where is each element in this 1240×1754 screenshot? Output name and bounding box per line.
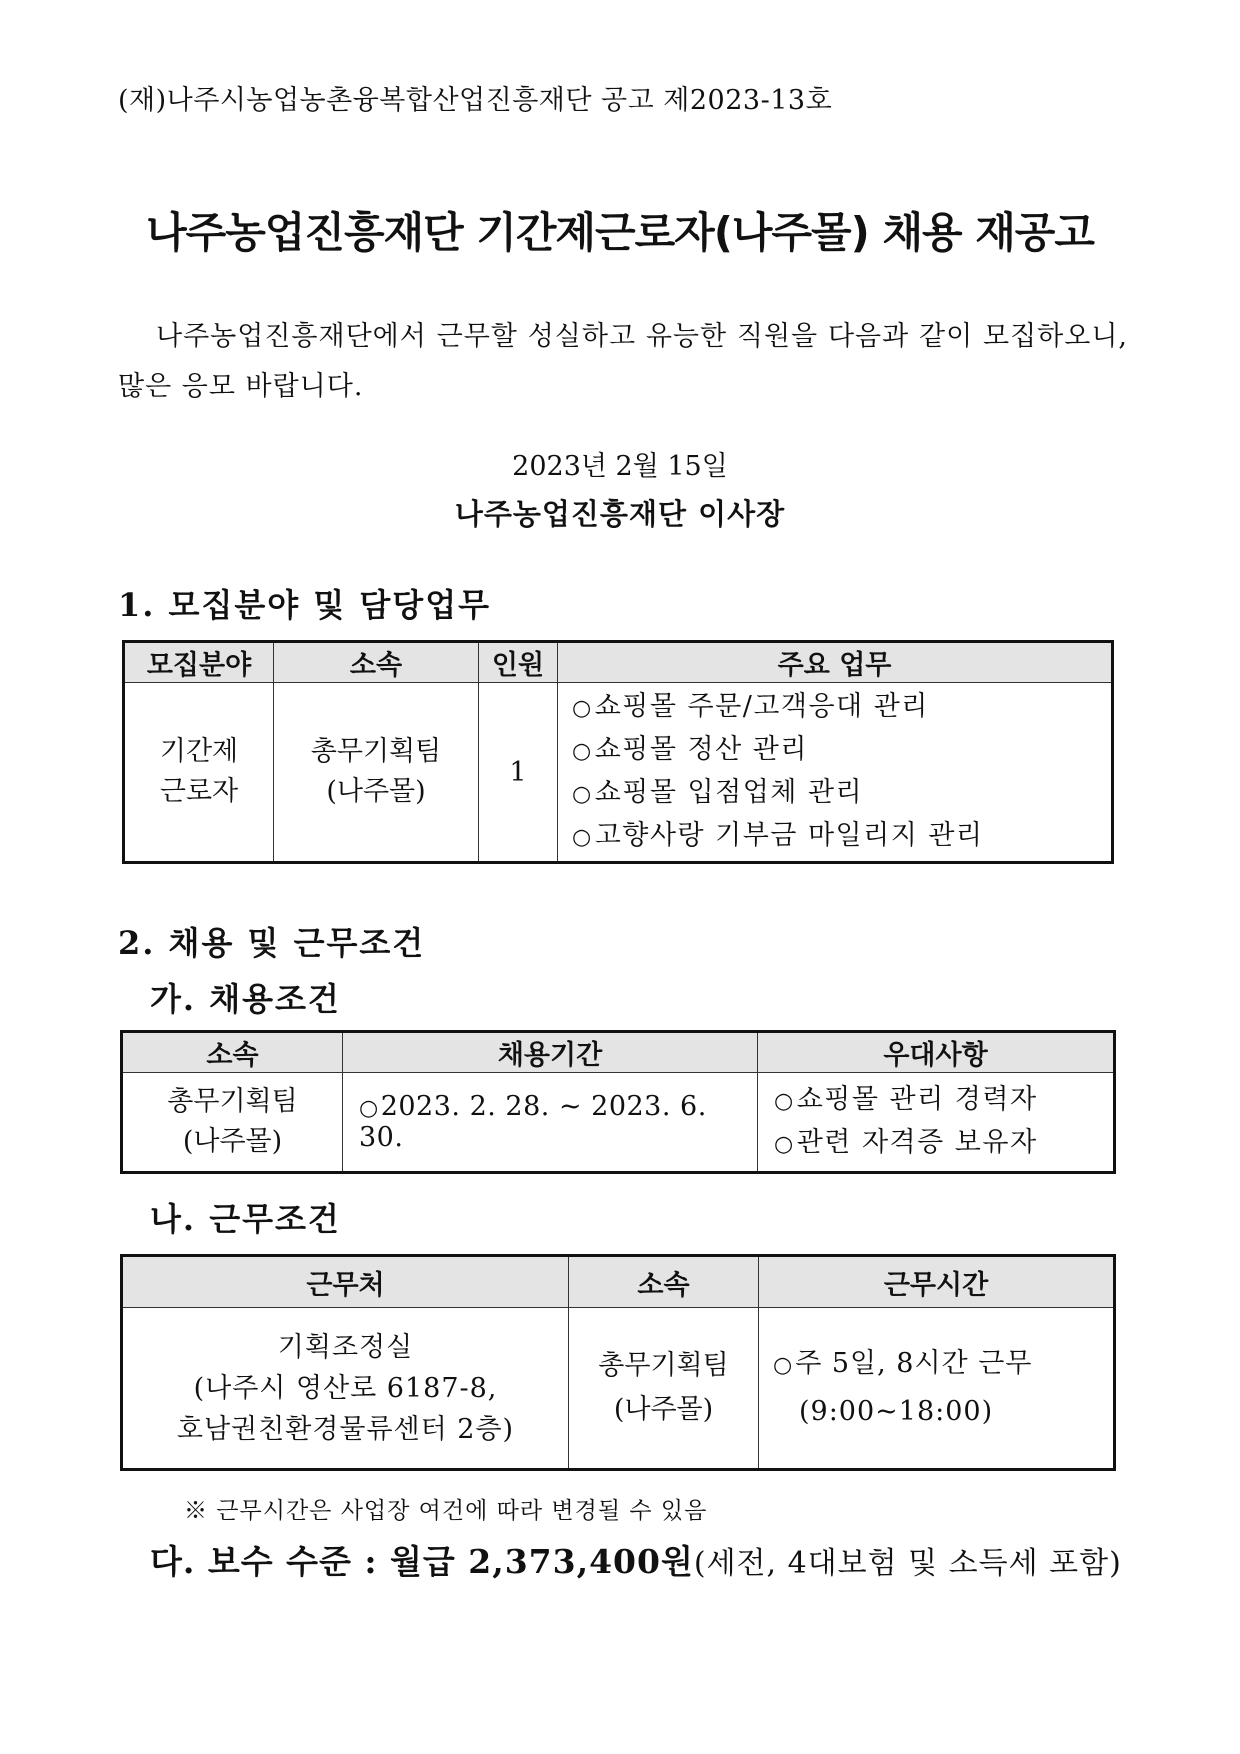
duties-cell (558, 683, 1113, 863)
workplace-line: (나주시 영산로 6187-8, (193, 1372, 498, 1404)
col-header-dept: 소속 (569, 1256, 759, 1308)
dept-line: 총무기획팀 (310, 736, 442, 767)
list-item: ○고향사랑 기부금 마일리지 관리 (572, 820, 984, 851)
list-item: ○관련 자격증 보유자 (774, 1127, 1038, 1158)
preferences-cell (758, 1073, 1115, 1173)
count-cell: 1 (479, 683, 558, 863)
dept-line: 총무기획팀 (598, 1350, 729, 1381)
bullet-icon: ○ (359, 1096, 379, 1121)
work-hours-note: ※ 근무시간은 사업장 여건에 따라 변경될 수 있음 (184, 1498, 708, 1524)
table-row (122, 1308, 1115, 1470)
section2-heading: 2. 채용 및 근무조건 (118, 924, 426, 962)
list-item: ○쇼핑몰 주문/고객응대 관리 (572, 691, 929, 722)
hours-cell (759, 1308, 1115, 1470)
subsection-b-heading: 나. 근무조건 (150, 1200, 341, 1238)
dept-cell (274, 683, 479, 863)
bullet-icon: ○ (773, 1353, 794, 1378)
col-header-count: 인원 (479, 642, 558, 683)
hours-line: ○주 5일, 8시간 근무 (773, 1348, 1033, 1379)
salary-line (150, 1536, 1122, 1583)
bullet-icon: ○ (572, 739, 593, 764)
list-item: ○쇼핑몰 정산 관리 (572, 734, 808, 765)
table-header-row (124, 642, 1113, 683)
dept-cell (122, 1073, 343, 1173)
field-cell (124, 683, 274, 863)
employment-conditions-table (120, 1030, 1116, 1174)
section1-heading: 1. 모집분야 및 담당업무 (118, 586, 492, 624)
workplace-cell (122, 1308, 569, 1470)
work-conditions-table (120, 1254, 1116, 1471)
signer: 나주농업진흥재단 이사장 (454, 497, 786, 531)
col-header-period: 채용기간 (343, 1032, 758, 1073)
list-item: ○쇼핑몰 입점업체 관리 (572, 777, 864, 808)
subsection-a-heading: 가. 채용조건 (150, 980, 341, 1018)
list-item: ○쇼핑몰 관리 경력자 (774, 1084, 1038, 1115)
salary-detail: (세전, 4대보험 및 소득세 포함) (693, 1546, 1122, 1581)
recruitment-table (122, 640, 1114, 864)
dept-line: (나주몰) (326, 776, 426, 807)
page-title: 나주농업진흥재단 기간제근로자(나주몰) 채용 재공고 (146, 208, 1094, 257)
col-header-duties: 주요 업무 (558, 642, 1113, 683)
dept-cell (569, 1308, 759, 1470)
col-header-dept: 소속 (274, 642, 479, 683)
col-header-workplace: 근무처 (122, 1256, 569, 1308)
field-line: 근로자 (159, 776, 239, 807)
workplace-line: 호남권친환경물류센터 2층) (176, 1413, 515, 1445)
hours-line: (9:00~18:00) (799, 1396, 994, 1427)
notice-date: 2023년 2월 15일 (512, 451, 728, 482)
intro-paragraph: 나주농업진흥재단에서 근무할 성실하고 유능한 직원을 다음과 같이 모집하오니, 많은 응모 바랍니다. (118, 321, 1128, 402)
dept-line: 총무기획팀 (167, 1086, 298, 1117)
bullet-icon: ○ (572, 782, 593, 807)
table-header-row (122, 1032, 1115, 1073)
bullet-icon: ○ (774, 1089, 795, 1114)
bullet-icon: ○ (572, 825, 593, 850)
period-cell (343, 1073, 758, 1173)
bullet-icon: ○ (572, 696, 593, 721)
col-header-field: 모집분야 (124, 642, 274, 683)
col-header-dept: 소속 (122, 1032, 343, 1073)
period-text: 2023. 2. 28. ~ 2023. 6. 30. (359, 1091, 707, 1153)
dept-line: (나주몰) (182, 1126, 283, 1157)
workplace-line: 기획조정실 (277, 1331, 414, 1363)
salary-label: 다. 보수 수준 : 월급 2,373,400원 (150, 1542, 694, 1581)
dept-line: (나주몰) (613, 1394, 714, 1425)
field-line: 기간제 (159, 736, 239, 767)
bullet-icon: ○ (774, 1132, 795, 1157)
table-row (124, 683, 1113, 863)
col-header-preferences: 우대사항 (758, 1032, 1115, 1073)
col-header-hours: 근무시간 (759, 1256, 1115, 1308)
notice-number: (재)나주시농업농촌융복합산업진흥재단 공고 제2023-13호 (118, 85, 833, 116)
table-row (122, 1073, 1115, 1173)
table-header-row (122, 1256, 1115, 1308)
